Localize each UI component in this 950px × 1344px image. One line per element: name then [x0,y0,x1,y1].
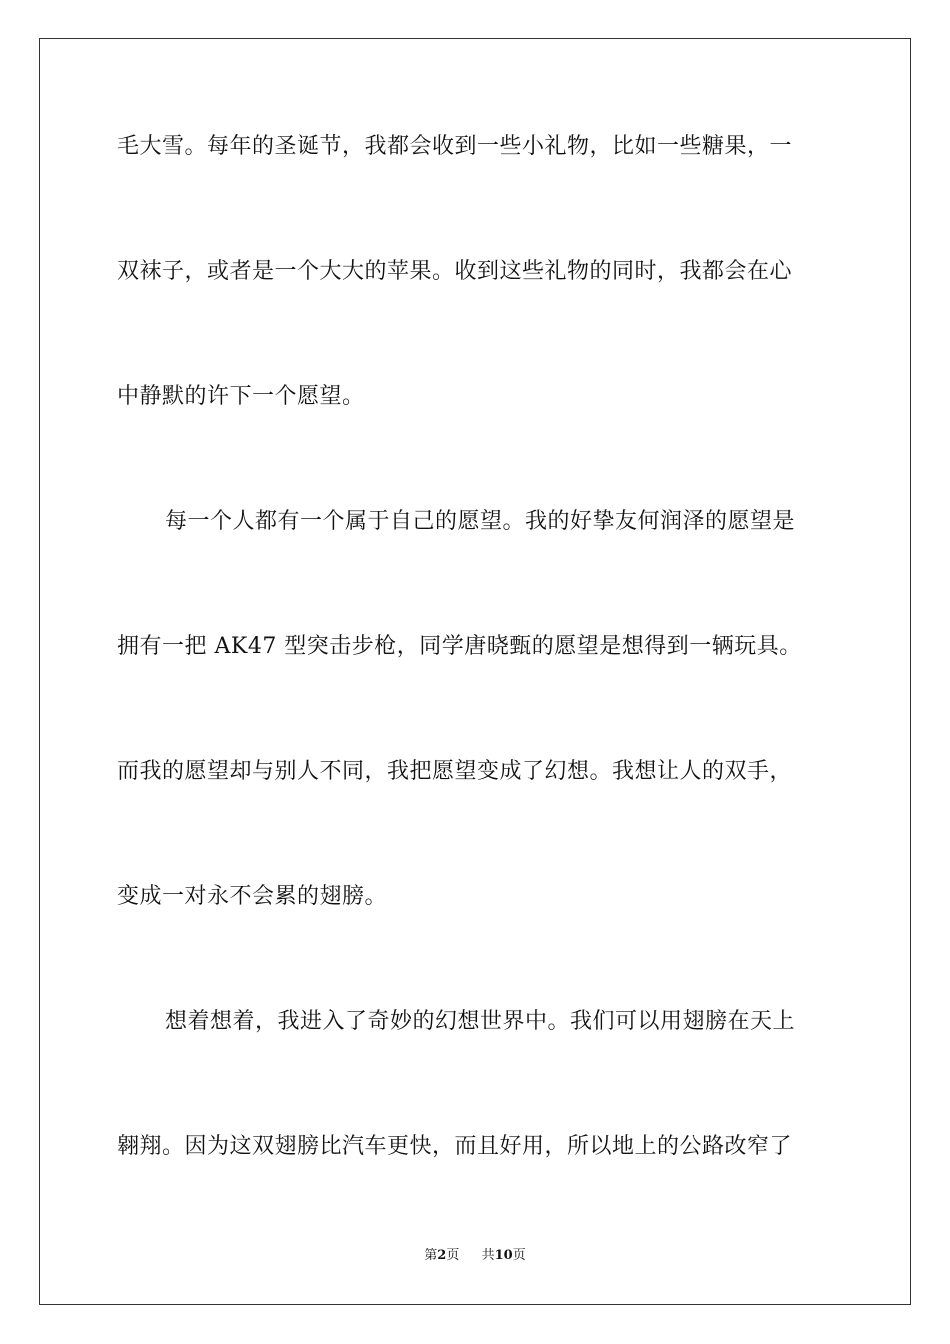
text-line-8: 想着想着，我进入了奇妙的幻想世界中。我们可以用翅膀在天上 [165,1009,796,1034]
total-page-count: 10 [494,1248,513,1263]
text-line-5: 拥有一把 AK47 型突击步枪，同学唐晓甄的愿望是想得到一辆玩具。 [117,634,802,659]
document-body [117,128,837,1253]
page-footer [0,1247,950,1265]
text-line-2: 双袜子，或者是一个大大的苹果。收到这些礼物的同时，我都会在心 [117,259,793,284]
text-line-9: 翱翔。因为这双翅膀比汽车更快，而且好用，所以地上的公路改窄了 [117,1134,793,1159]
text-line-7: 变成一对永不会累的翅膀。 [117,884,388,909]
page-number-label: 第2页 [424,1248,460,1263]
text-line-1: 毛大雪。每年的圣诞节，我都会收到一些小礼物，比如一些糖果，一 [117,134,793,159]
text-line-3: 中静默的许下一个愿望。 [117,384,365,409]
current-page-number: 2 [437,1248,447,1263]
total-pages-label: 共10页 [481,1248,526,1263]
text-line-6: 而我的愿望却与别人不同，我把愿望变成了幻想。我想让人的双手， [117,759,793,784]
text-line-4: 每一个人都有一个属于自己的愿望。我的好挚友何润泽的愿望是 [165,509,796,534]
